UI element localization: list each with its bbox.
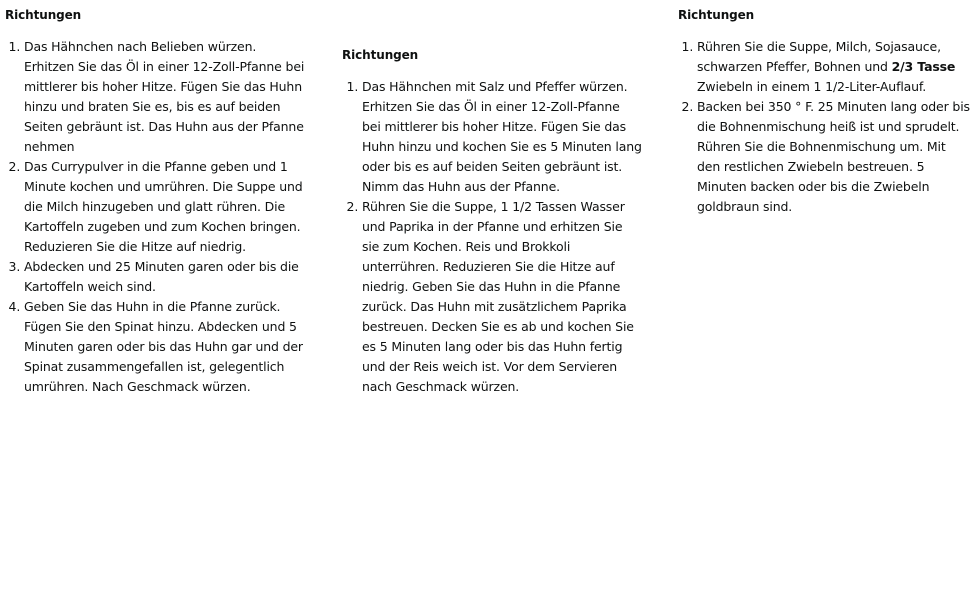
recipe-directions-column-2 xyxy=(342,47,642,397)
direction-step: 4. Geben Sie das Huhn in die Pfanne zurück. Fügen Sie den Spinat hinzu. Abdecken und 5 Minuten garen oder bis das Huhn gar und der Spinat zusammengefallen ist, gelegentlich umrühren. Nach Geschmack würzen. xyxy=(24,297,305,397)
recipe-directions-column-3 xyxy=(678,7,970,217)
directions-list xyxy=(342,77,642,397)
direction-step: 3. Abdecken und 25 Minuten garen oder bis die Kartoffeln weich sind. xyxy=(24,257,305,297)
directions-heading: Richtungen xyxy=(342,48,419,62)
direction-step: 2. Das Currypulver in die Pfanne geben und 1 Minute kochen und umrühren. Die Suppe und die Milch hinzugeben und glatt rühren. Die Kartoffeln zugeben und zum Kochen bringen. Reduzieren Sie die Hitze auf niedrig. xyxy=(24,157,305,257)
step-text: Zwiebeln in einem 1 1/2-Liter-Auflauf. xyxy=(697,79,927,94)
direction-step: 1. Das Hähnchen mit Salz und Pfeffer würzen. Erhitzen Sie das Öl in einer 12-Zoll-Pfanne bei mittlerer bis hoher Hitze. Fügen Sie das Huhn hinzu und kochen Sie es 5 Minuten lang oder bis es auf beiden Seiten gebräunt ist. Nimm das Huhn aus der Pfanne. xyxy=(362,77,642,197)
directions-heading: Richtungen xyxy=(5,8,82,22)
direction-step: 2. Rühren Sie die Suppe, 1 1/2 Tassen Wasser und Paprika in der Pfanne und erhitzen Sie sie zum Kochen. Reis und Brokkoli unterrühren. Reduzieren Sie die Hitze auf niedrig. Geben Sie das Huhn in die Pfanne zurück. Das Huhn mit zusätzlichem Paprika bestreuen. Decken Sie es ab und kochen Sie es 5 Minuten lang oder bis das Huhn fertig und der Reis weich ist. Vor dem Servieren nach Geschmack würzen. xyxy=(362,197,642,397)
direction-step xyxy=(697,37,970,97)
recipe-directions-column-1 xyxy=(5,7,305,397)
directions-list xyxy=(5,37,305,397)
directions-list xyxy=(678,37,970,217)
directions-heading: Richtungen xyxy=(678,8,755,22)
direction-step: 2. Backen bei 350 ° F. 25 Minuten lang oder bis die Bohnenmischung heiß ist und sprudelt. Rühren Sie die Bohnenmischung um. Mit den restlichen Zwiebeln bestreuen. 5 Minuten backen oder bis die Zwiebeln goldbraun sind. xyxy=(697,97,970,217)
step-emphasis: 2/3 Tasse xyxy=(891,59,956,74)
direction-step: 1. Das Hähnchen nach Belieben würzen. Erhitzen Sie das Öl in einer 12-Zoll-Pfanne bei mittlerer bis hoher Hitze. Fügen Sie das Huhn hinzu und braten Sie es, bis es auf beiden Seiten gebräunt ist. Das Huhn aus der Pfanne nehmen xyxy=(24,37,305,157)
step-text: Rühren Sie die Suppe, Milch, Sojasauce, schwarzen Pfeffer, Bohnen und xyxy=(697,39,941,74)
